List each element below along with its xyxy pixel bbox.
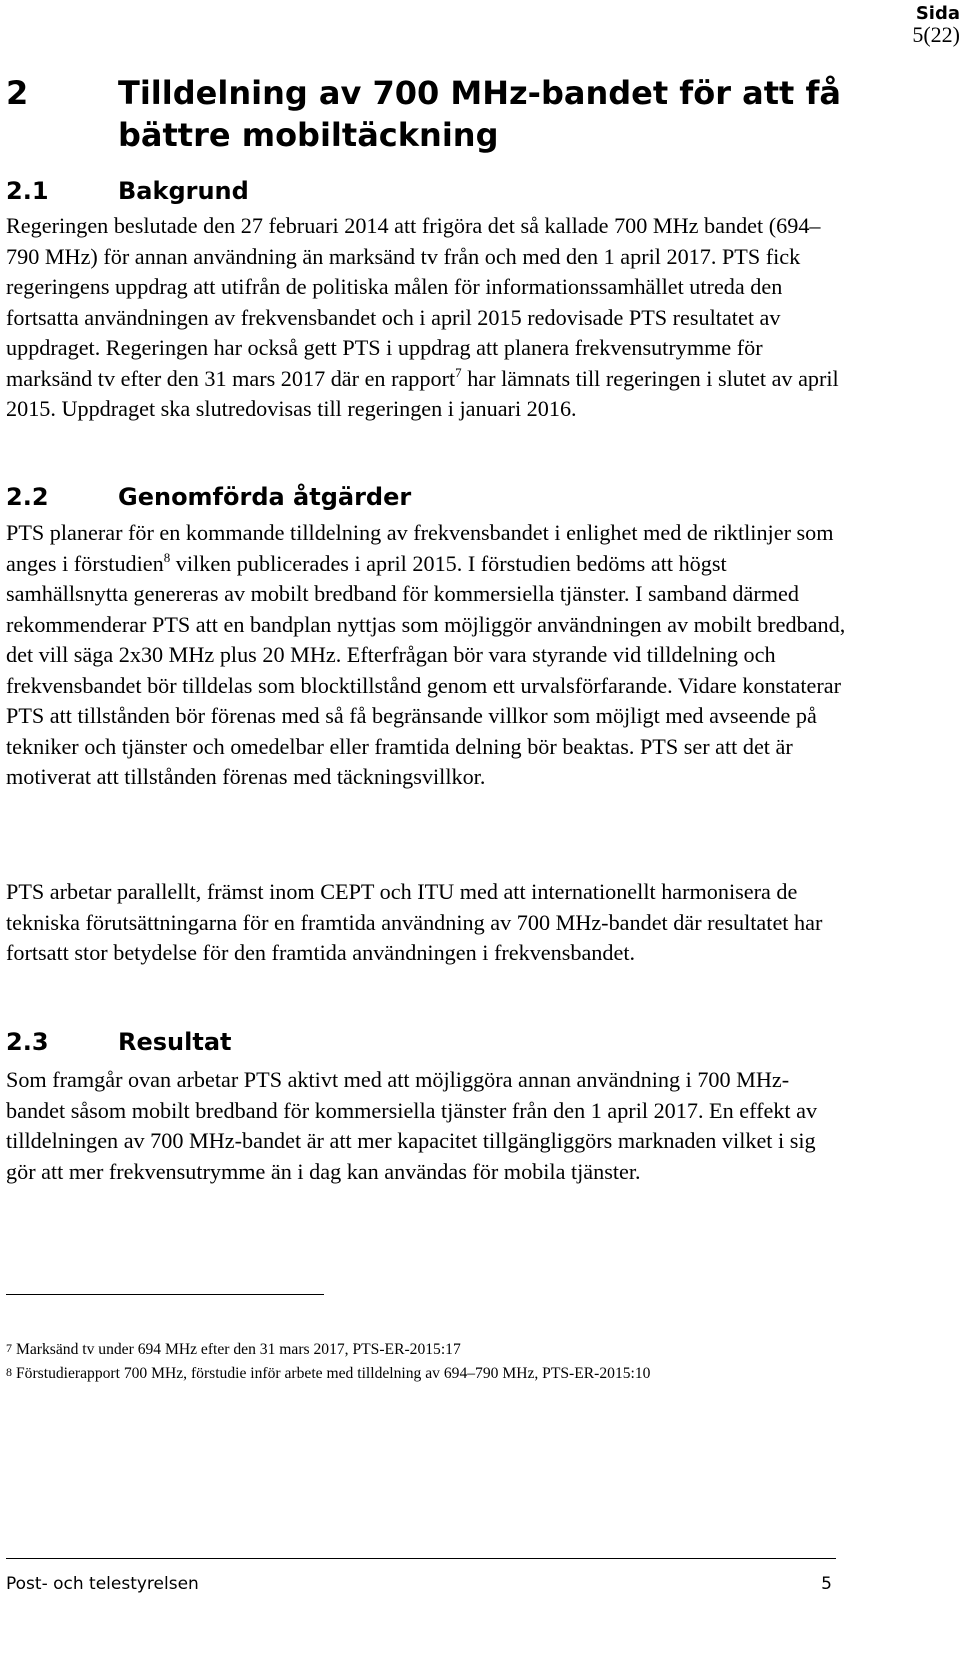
section-heading-bakgrund xyxy=(6,175,906,207)
footnote-8 xyxy=(6,1362,906,1384)
paragraph-genomforda-2: PTS arbetar parallellt, främst inom CEPT och ITU med att internationellt harmonisera de tekniska förutsättningarna för en framtida användning av 700 MHz-bandet där resultatet har fortsatt stor betydelse för den framtida användningen i frekvensbandet. xyxy=(6,879,823,965)
footer-organization: Post- och telestyrelsen xyxy=(6,1574,199,1594)
chapter-title: Tilldelning av 700 MHz-bandet för att få bättre mobiltäckning xyxy=(118,74,841,154)
footer-separator xyxy=(6,1558,836,1559)
section-number: 2.3 xyxy=(6,1028,49,1056)
footnote-7 xyxy=(6,1338,906,1360)
footnote-ref-7[interactable]: 7 xyxy=(455,364,462,380)
section-title: Resultat xyxy=(118,1028,232,1056)
page-label: Sida xyxy=(915,3,960,24)
footnote-mark: 7 xyxy=(6,1341,12,1355)
footnote-ref-8[interactable]: 8 xyxy=(163,549,171,565)
footnote-text: Marksänd tv under 694 MHz efter den 31 mars 2017, PTS-ER-2015:17 xyxy=(16,1341,461,1358)
footnote-separator xyxy=(6,1294,324,1295)
section-number: 2.1 xyxy=(6,177,49,205)
section-title: Bakgrund xyxy=(118,177,249,205)
paragraph-bakgrund: Regeringen beslutade den 27 februari 2014 att frigöra det så kallade 700 MHz bandet (694–790 MHz) för annan användning än marksänd tv från och med den 1 april 2017. PTS fick regeringens uppdrag att utifrån de politiska målen för informationssamhället utreda den fortsatta användningen av frekvensbandet och i april 2015 redovisade PTS resultatet av uppdraget. Regeringen har också gett PTS i uppdrag att planera frekvensutrymme för marksänd tv efter den 31 mars 2017 där en rapport$^7$ har lämnats till regeringen i slutet av april 2015. Uppdraget ska slutredovisas till regeringen i januari 2016. xyxy=(6,213,839,421)
footnote-mark: 8 xyxy=(6,1365,12,1379)
section-heading-resultat xyxy=(6,1026,906,1058)
section-title: Genomförda åtgärder xyxy=(118,483,412,511)
footer-page-number: 5 xyxy=(821,1574,832,1594)
page-count: 5(22) xyxy=(912,22,960,47)
chapter-number: 2 xyxy=(6,74,29,112)
paragraph-resultat: Som framgår ovan arbetar PTS aktivt med att möjliggöra annan användning i 700 MHz-bandet såsom mobilt bredband för kommersiella tjänster från den 1 april 2017. En effekt av tilldelningen av 700 MHz-bandet är att mer kapacitet tillgängliggörs marknaden vilket i sig gör att mer frekvensutrymme än i dag kan användas för mobila tjänster. xyxy=(6,1067,818,1184)
section-number: 2.2 xyxy=(6,483,49,511)
paragraph-genomforda-1: PTS planerar för en kommande tilldelning av frekvensbandet i enlighet med de riktlinjer som anges i förstudien$^8$ vilken publicerades i april 2015. I förstudien bedöms att högst samhällsnytta genereras av mobilt bredband för kommersiella tjänster. I samband därmed rekommenderar PTS att en bandplan nyttjas som möjliggör användningen av mobilt bredband, det vill säga 2x30 MHz plus 20 MHz. Efterfrågan bör vara styrande vid tilldelning och frekvensbandet bör tilldelas som blocktillstånd genom ett urvalsförfarande. Vidare konstaterar PTS att tillstånden bör förenas med så få begränsande villkor som möjligt med avseende på tekniker och tjänster och omedelbar eller framtida delning bör beaktas. PTS ser att det är motiverat att tillstånden förenas med täckningsvillkor. xyxy=(6,520,846,789)
section-heading-genomforda-atgarder xyxy=(6,481,906,513)
footnote-text: Förstudierapport 700 MHz, förstudie inför arbete med tilldelning av 694–790 MHz, PTS-ER-2015:10 xyxy=(16,1365,651,1382)
